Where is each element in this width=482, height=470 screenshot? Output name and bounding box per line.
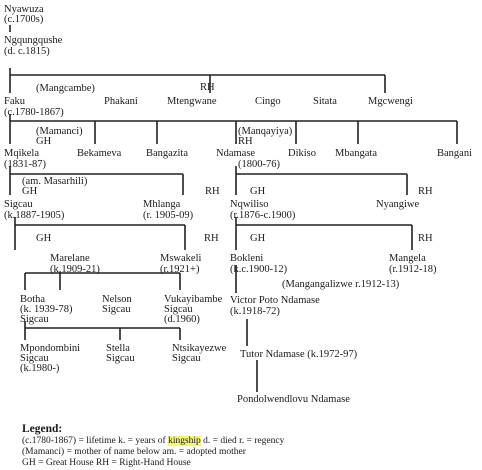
legend-line-1-text: (c.1780-1867) = lifetime k. = years of (22, 436, 169, 446)
node-bokleni: Bokleni (230, 253, 264, 264)
node-victor: Victor Poto Ndamase (230, 295, 320, 306)
legend-line-3: GH = Great House RH = Right-Hand House (22, 458, 191, 468)
node-botha-date: (k. 1939-78) (20, 304, 73, 315)
mother-manqayiya: (Manqayiya) (238, 126, 293, 137)
node-mhlanga: Mhlanga (143, 199, 181, 210)
node-nqwiliso-date: (r.1876-c.1900) (230, 210, 296, 221)
node-sigcau: Sigcau (4, 199, 33, 210)
node-nyawuza: Nyawuza (4, 4, 44, 15)
node-ntsikayezwe: Ntsikayezwe (172, 343, 227, 354)
house-gh-mqikela: GH (36, 136, 52, 147)
house-rh-nyangiwe: RH (418, 186, 433, 197)
node-dikiso: Dikiso (288, 148, 317, 159)
house-rh-mangela: RH (418, 233, 433, 244)
node-mgcwengi: Mgcwengi (368, 96, 413, 107)
node-nyawuza-date: (c.1700s) (4, 14, 44, 25)
legend-line-1 (22, 436, 284, 446)
node-vukayibambe-surname: Sigcau (164, 304, 193, 315)
node-vukayibambe: Vukayibambe (164, 294, 223, 305)
node-mbangata: Mbangata (335, 148, 377, 159)
node-ndamase-date: (1800-76) (238, 159, 280, 170)
node-mswakeli: Mswakeli (160, 253, 202, 264)
node-ngqungqushe: Ngqungqushe (4, 35, 63, 46)
node-stella: Stella (106, 343, 130, 354)
node-marelane: Marelane (50, 253, 90, 264)
node-mqikela: Mqikela (4, 148, 39, 159)
node-bekameva: Bekameva (77, 148, 122, 159)
node-nqwiliso: Nqwiliso (230, 199, 269, 210)
node-mswakeli-date: (r.1921+) (160, 264, 200, 275)
node-mqikela-date: (1831-87) (4, 159, 46, 170)
node-mangangalizwe: (Mangangalizwe r.1912-13) (282, 279, 400, 290)
node-pondolwendlovu: Pondolwendlovu Ndamase (237, 394, 350, 405)
node-faku: Faku (4, 96, 25, 107)
node-ngqungqushe-date: (d. c.1815) (4, 46, 50, 57)
node-botha-surname: Sigcau (20, 314, 49, 325)
node-faku-date: (c.1780-1867) (4, 107, 64, 118)
node-bangazita: Bangazita (146, 148, 188, 159)
house-gh-marelane: GH (36, 233, 52, 244)
node-nyangiwe: Nyangiwe (376, 199, 420, 210)
legend-title: Legend: (22, 423, 63, 435)
legend-kingship-highlight: kingship (168, 436, 201, 446)
node-ndamase: Ndamase (216, 148, 256, 159)
node-mpondombini: Mpondombini (20, 343, 81, 354)
node-ntsikayezwe-surname: Sigcau (172, 353, 201, 364)
node-vukayibambe-date: (d.1960) (164, 314, 200, 325)
node-mangela-date: (r.1912-18) (389, 264, 437, 275)
house-rh-mhlanga: RH (205, 186, 220, 197)
node-bokleni-date: (k.c.1900-12) (230, 264, 288, 275)
house-gh-sigcau: GH (22, 186, 38, 197)
mother-masarhili: (am. Masarhili) (22, 176, 88, 187)
node-tutor: Tutor Ndamase (k.1972-97) (240, 349, 358, 360)
node-bangani: Bangani (437, 148, 472, 159)
mother-mamanci: (Mamanci) (36, 126, 83, 137)
house-gh-nqwiliso: GH (250, 186, 266, 197)
node-sitata: Sitata (313, 96, 337, 107)
node-marelane-date: (k.1909-21) (50, 264, 100, 275)
node-stella-surname: Sigcau (106, 353, 135, 364)
house-gh-bokleni: GH (250, 233, 266, 244)
node-botha: Botha (20, 294, 46, 305)
legend-line-2: (Mamanci) = mother of name below am. = adopted mother (22, 447, 246, 457)
house-rh-mtengwane: RH (200, 82, 215, 93)
node-phakani: Phakani (104, 96, 138, 107)
node-mpondombini-surname: Sigcau (20, 353, 49, 364)
node-mangela: Mangela (389, 253, 426, 264)
node-nelson: Nelson (102, 294, 132, 305)
node-mhlanga-date: (r. 1905-09) (143, 210, 194, 221)
house-rh-ndamase: RH (238, 136, 253, 147)
node-victor-date: (k.1918-72) (230, 306, 280, 317)
node-sigcau-date: (k.1887-1905) (4, 210, 65, 221)
node-mtengwane: Mtengwane (167, 96, 217, 107)
node-cingo: Cingo (255, 96, 281, 107)
house-rh-mswakeli: RH (204, 233, 219, 244)
node-mpondombini-date: (k.1980-) (20, 363, 60, 374)
legend-line-1-rest: d. = died r. = regency (200, 436, 285, 446)
mother-mangcambe: (Mangcambe) (36, 83, 95, 94)
node-nelson-surname: Sigcau (102, 304, 131, 315)
